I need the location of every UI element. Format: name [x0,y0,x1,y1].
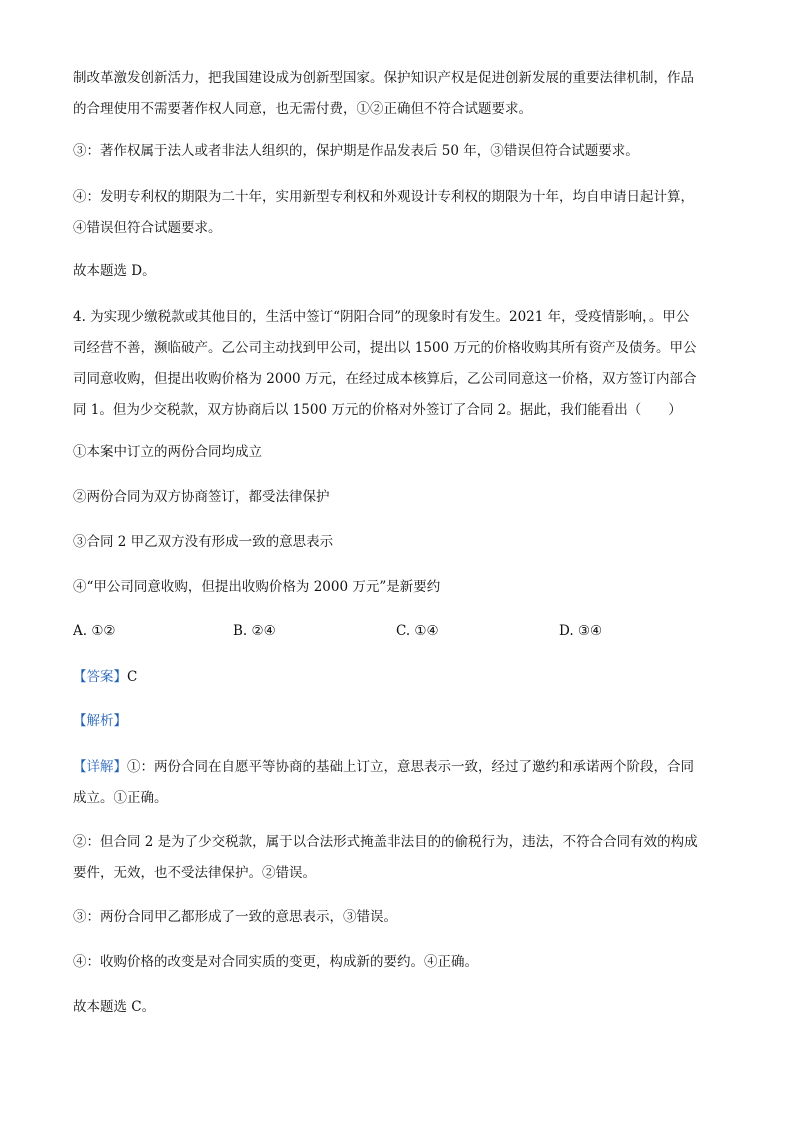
detail-tag: 【详解】 [73,759,127,775]
statement-2 [73,482,721,513]
text-line: ④：发明专利权的期限为二十年，实用新型专利权和外观设计专利权的期限为十年，均自申请日起计算， [73,189,694,205]
answer-row [73,662,721,693]
answer-value: C [127,669,138,685]
option-d: D. ③④ [559,623,603,639]
text-line: 要件，无效，也不受法律保护。②错误。 [73,865,316,881]
text-line: 同 1。但为少交税款，双方协商后以 1500 万元的价格对外签订了合同 2。据此，我们能看出（ ） [73,402,682,418]
option-c: C. ①④ [396,623,439,639]
detail-item-4 [73,947,721,978]
detail-item-2 [73,827,721,889]
text-line: 司同意收购，但提出收购价格为 2000 万元，在经过成本核算后，乙公司同意这一价格，双方签订内部合 [73,371,697,387]
prev-explanation-item-4 [73,182,721,244]
text-line: ①本案中订立的两份合同均成立 [73,444,262,460]
text-line: ④：收购价格的改变是对合同实质的变更，构成新的要约。④正确。 [73,954,478,970]
text-line: 故本题选 D。 [73,263,156,279]
text-line: ③合同 2 甲乙双方没有形成一致的意思表示 [73,534,334,550]
detail-text: ①：两份合同在自愿平等协商的基础上订立，意思表示一致，经过了邀约和承诺两个阶段，合同 [127,759,694,775]
analysis-heading [73,706,721,737]
text-line: ④错误但符合试题要求。 [73,220,222,236]
text-line [73,752,721,783]
question-stem [73,302,721,426]
detail-item-3 [73,902,721,933]
answer-tag: 【答案】 [73,669,127,685]
text-line: ②：但合同 2 是为了少交税款，属于以合法形式掩盖非法目的的偷税行为，违法，不符合合同有效的构成 [73,834,698,850]
answer-line [73,662,721,693]
prev-conclusion [73,256,721,287]
option-b: B. ②④ [233,623,276,639]
text-line: 制改革激发创新活力，把我国建设成为创新型国家。保护知识产权是促进创新发展的重要法律机制，作品 [73,70,694,86]
prev-explanation-item-3 [73,136,721,167]
statement-1 [73,437,721,468]
statement-3 [73,527,721,558]
statement-4 [73,572,721,603]
prev-explanation-paragraph [73,63,721,125]
text-line: 4. 为实现少缴税款或其他目的，生活中签订“阴阳合同”的现象时有发生。2021 年，受疫情影响，。甲公 [73,309,690,325]
text-line: ④“甲公司同意收购，但提出收购价格为 2000 万元”是新要约 [73,579,441,595]
text-line: 司经营不善，濒临破产。乙公司主动找到甲公司，提出以 1500 万元的价格收购其所有资产及债务。甲公 [73,340,697,356]
text-line: ③：两份合同甲乙都形成了一致的意思表示，③错误。 [73,909,397,925]
text-line: ③：著作权属于法人或者非法人组织的，保护期是作品发表后 50 年，③错误但符合试题要求。 [73,143,639,159]
text-line: 的合理使用不需要著作权人同意，也无需付费，①②正确但不符合试题要求。 [73,101,532,117]
analysis-conclusion [73,992,721,1023]
analysis-tag: 【解析】 [73,713,127,729]
text-line: ②两份合同为双方协商签订，都受法律保护 [73,489,330,505]
detail-item-1 [73,752,721,814]
option-a: A. ①② [73,623,116,639]
text-line: 成立。①正确。 [73,790,168,806]
text-line: 故本题选 C。 [73,999,156,1015]
